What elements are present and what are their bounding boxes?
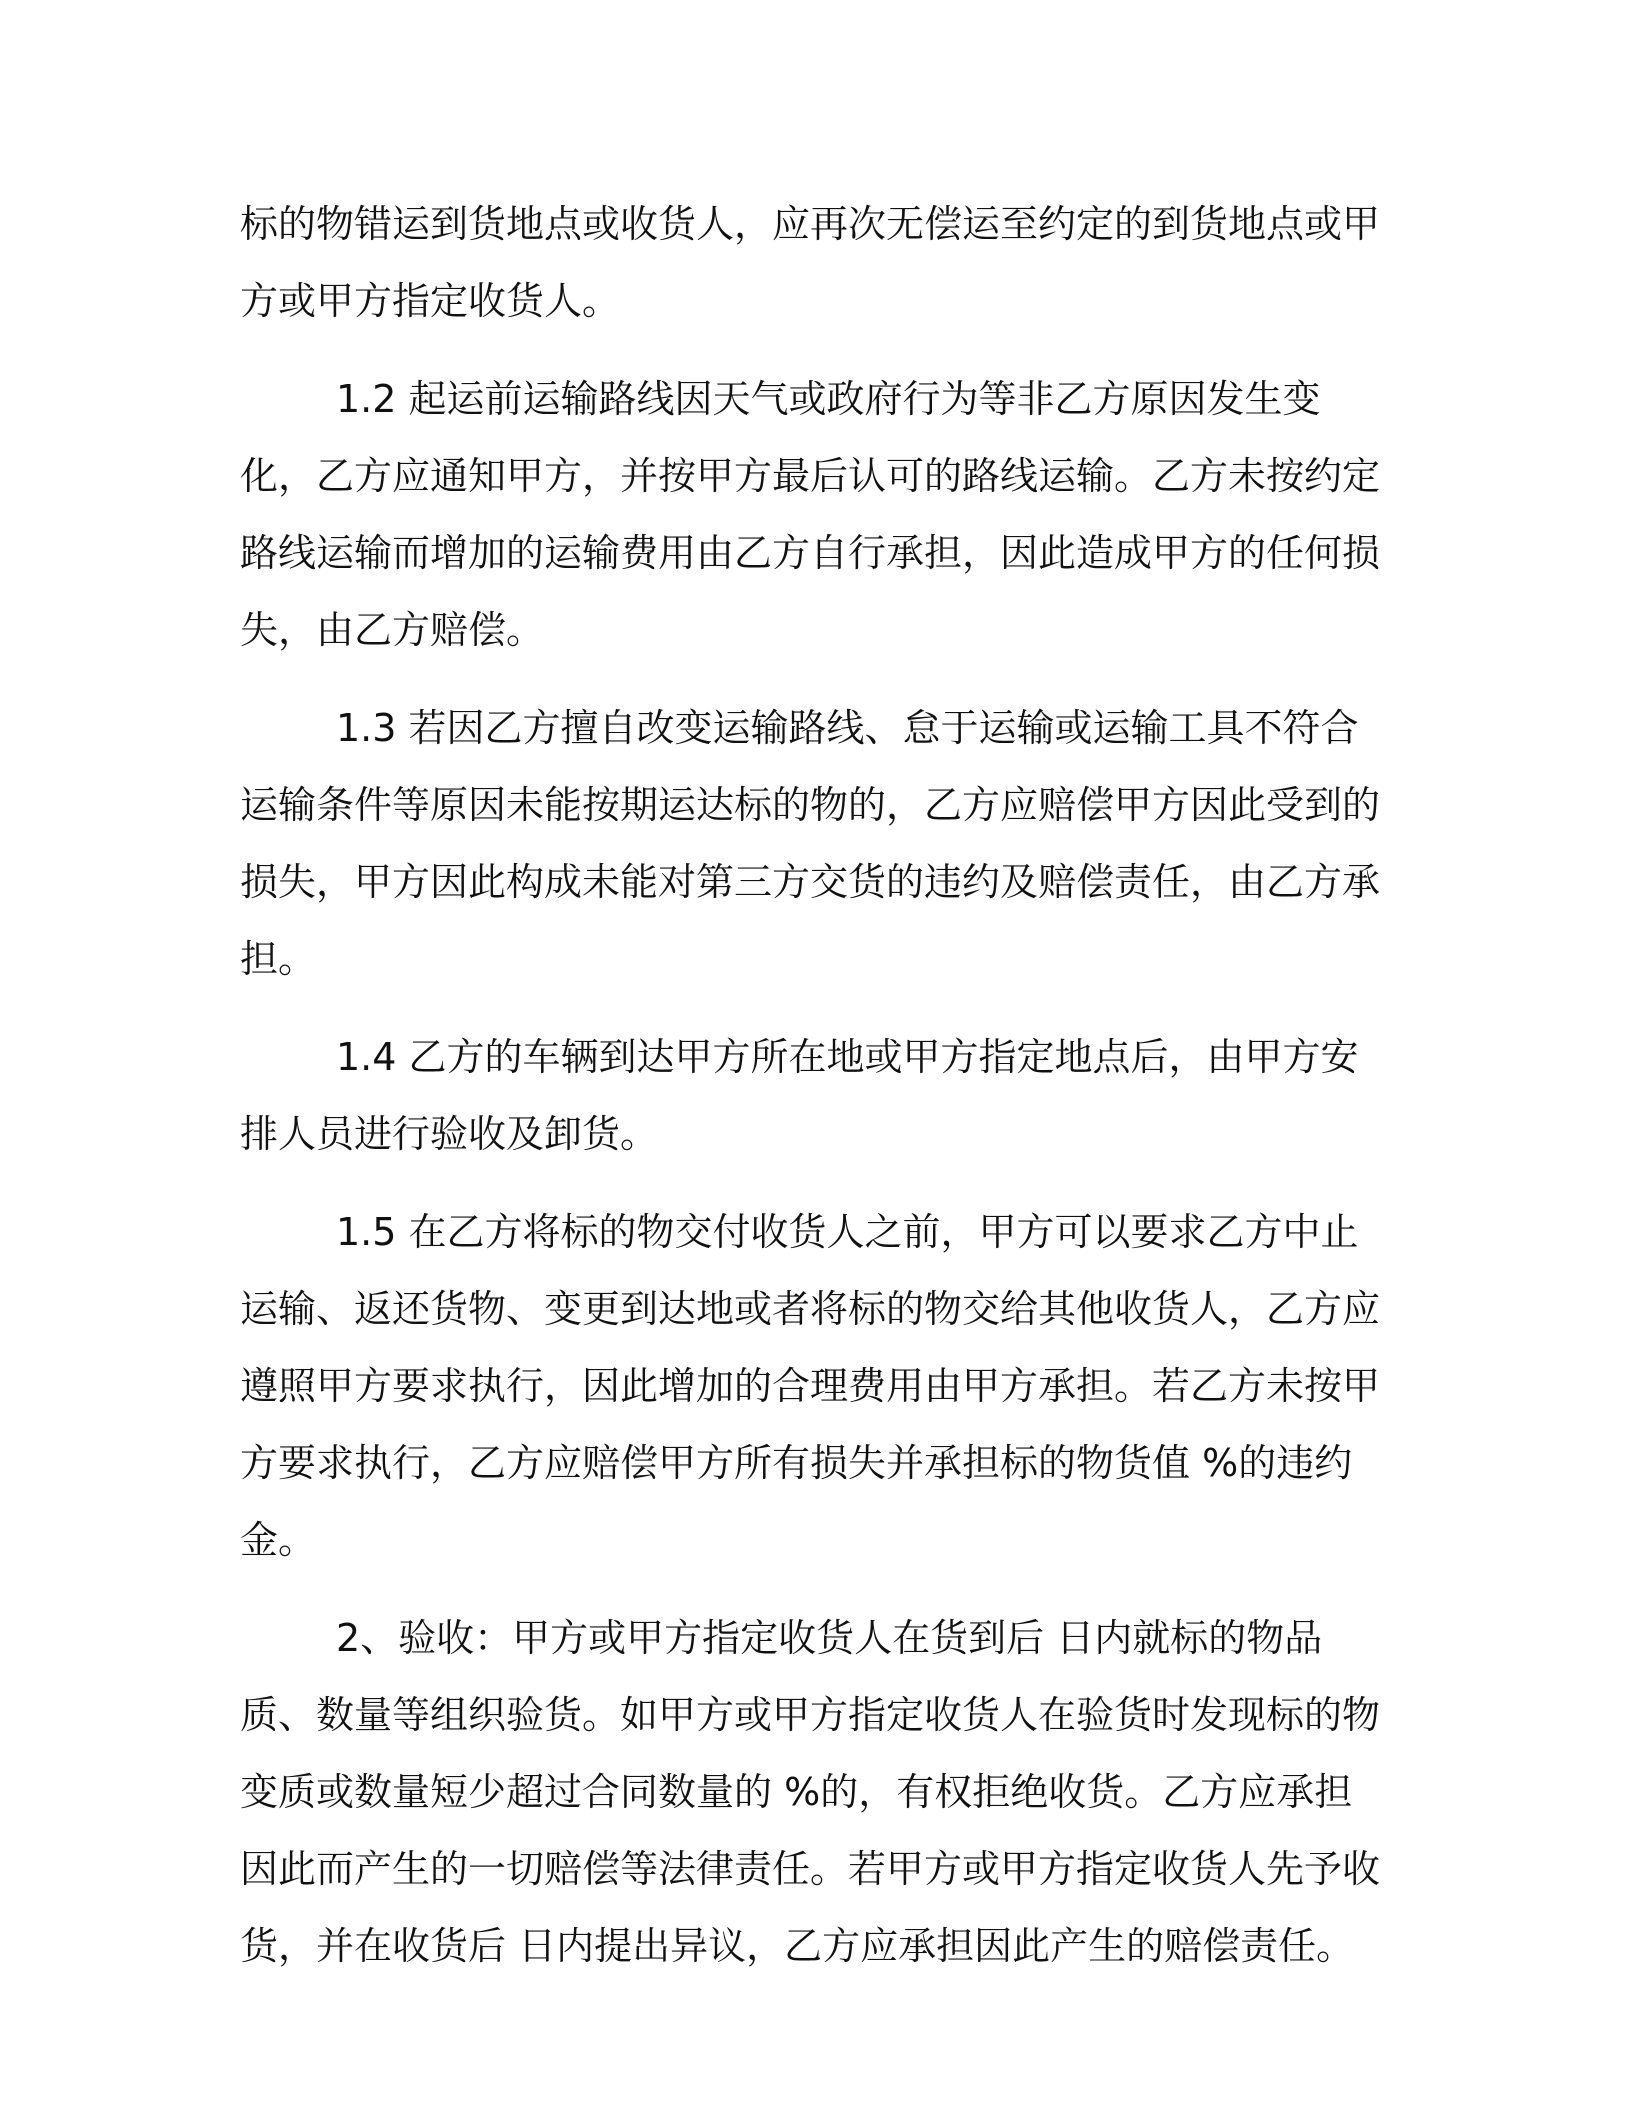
paragraph-1-2: 1.2 起运前运输路线因天气或政府行为等非乙方原因发生变化，乙方应通知甲方，并按甲方最后认可的路线运输。乙方未按约定路线运输而增加的运输费用由乙方自行承担，因此造成甲方的任何损失，由乙方赔偿。: [240, 377, 1381, 652]
document-body: [240, 186, 1390, 1985]
paragraph-continuation: 标的物错运到货地点或收货人，应再次无偿运至约定的到货地点或甲方或甲方指定收货人。: [240, 202, 1381, 323]
paragraph-2-acceptance: 2、验收：甲方或甲方指定收货人在货到后 日内就标的物品质、数量等组织验货。如甲方或甲方指定收货人在验货时发现标的物变质或数量短少超过合同数量的 %的，有权拒绝收货。乙方应承担因此而产生的一切赔偿等法律责任。若甲方或甲方指定收货人先予收货，并在收货后 日内提出异议，乙方应承担因此产生的赔偿责任。: [240, 1616, 1381, 1968]
paragraph-1-4: 1.4 乙方的车辆到达甲方所在地或甲方指定地点后，由甲方安排人员进行验收及卸货。: [240, 1035, 1359, 1156]
paragraph-1-5: 1.5 在乙方将标的物交付收货人之前，甲方可以要求乙方中止运输、返还货物、变更到达地或者将标的物交给其他收货人，乙方应遵照甲方要求执行，因此增加的合理费用由甲方承担。若乙方未按甲方要求执行，乙方应赔偿甲方所有损失并承担标的物货值 %的违约金。: [240, 1210, 1381, 1562]
paragraph-1-3: 1.3 若因乙方擅自改变运输路线、怠于运输或运输工具不符合运输条件等原因未能按期运达标的物的，乙方应赔偿甲方因此受到的损失，甲方因此构成未能对第三方交货的违约及赔偿责任，由乙方承担。: [240, 706, 1381, 981]
